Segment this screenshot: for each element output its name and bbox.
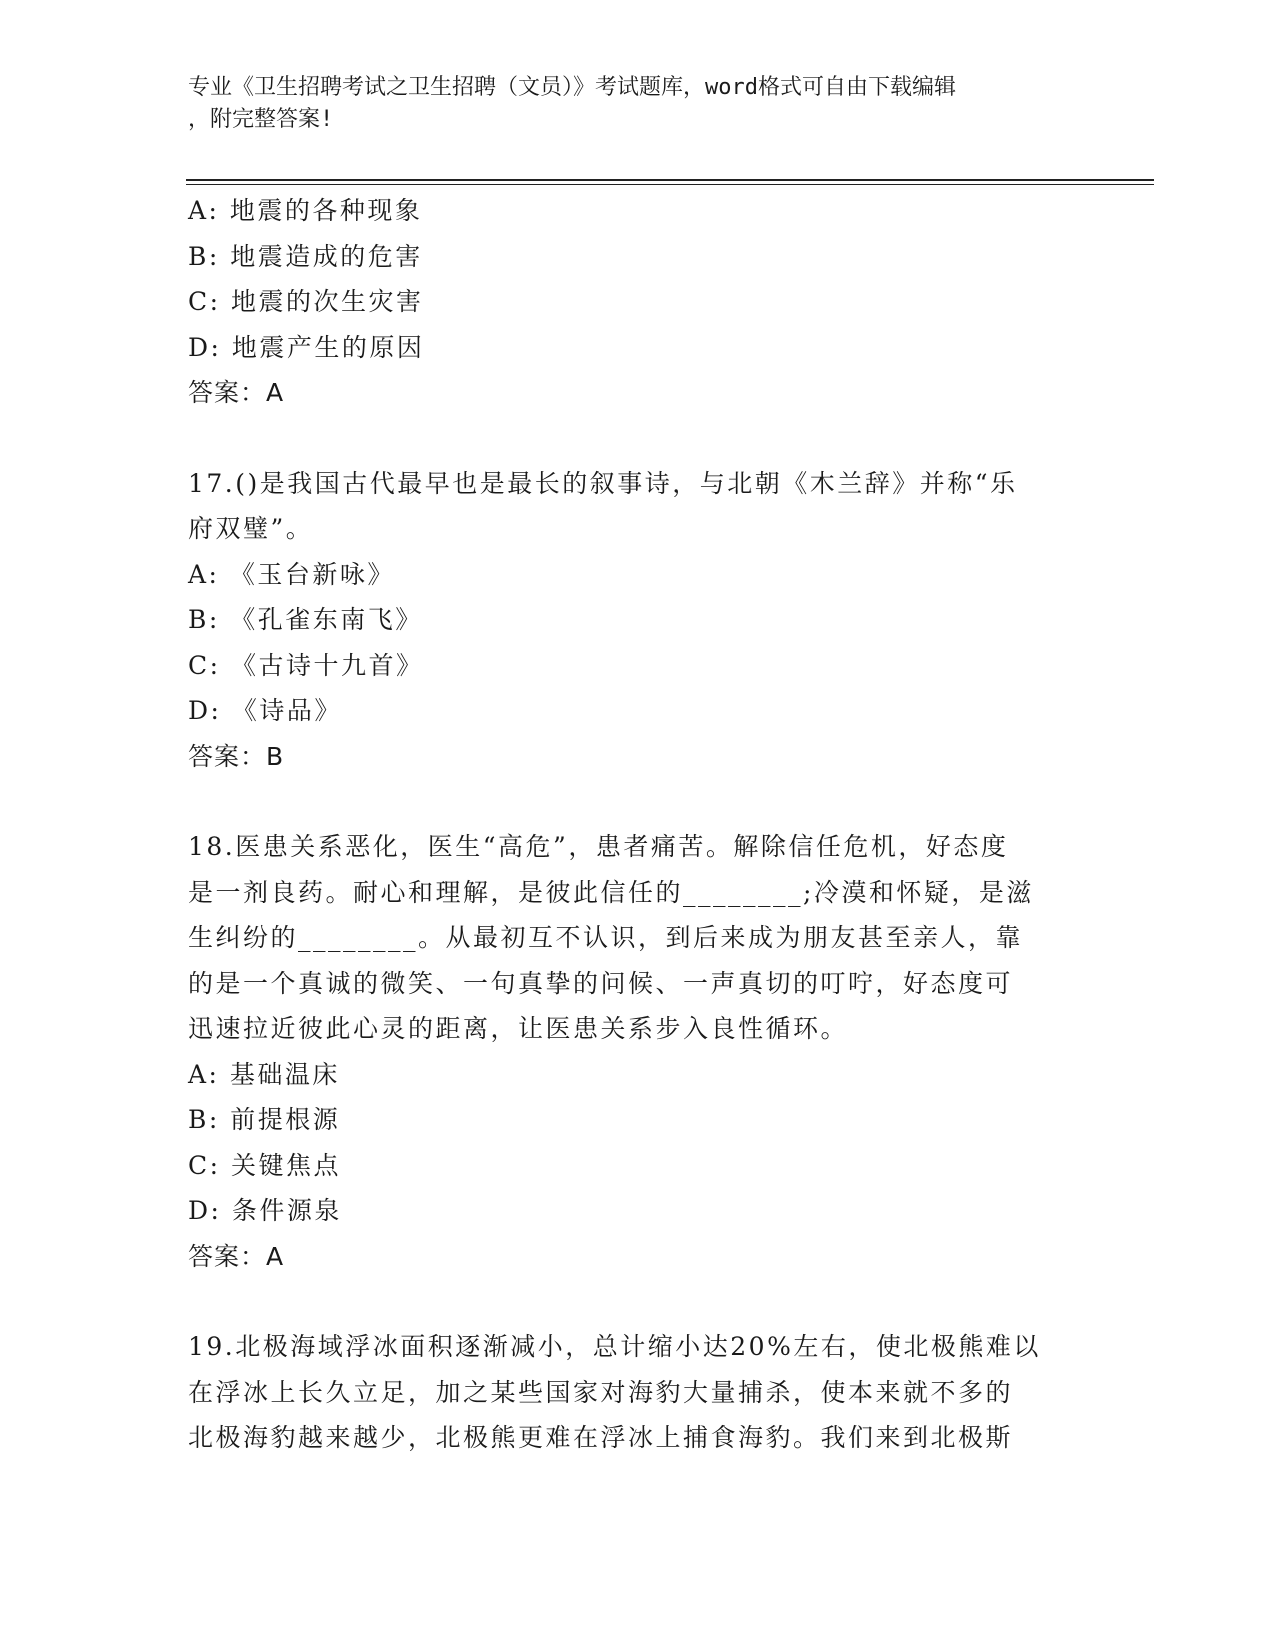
- question-17: [188, 461, 1068, 780]
- answer-line: 答案：A: [188, 1241, 285, 1271]
- question-text-line: 19.北极海域浮冰面积逐渐减小，总计缩小达20%左右，使北极熊难以: [188, 1332, 1041, 1361]
- header-line-2: ，附完整答案!: [188, 107, 334, 132]
- option-c: C: 《古诗十九首》: [188, 650, 424, 680]
- option-b: B: 前提根源: [188, 1105, 341, 1134]
- header-line-1: 专业《卫生招聘考试之卫生招聘（文员）》考试题库，word格式可自由下载编辑: [188, 75, 956, 100]
- question-text-line: 17.()是我国古代最早也是最长的叙事诗，与北朝《木兰辞》并称“乐: [188, 468, 1018, 498]
- option-b: B: 《孔雀东南飞》: [188, 605, 423, 634]
- question-text-line: 生纠纷的________。从最初互不认识，到后来成为朋友甚至亲人，靠: [188, 923, 1024, 952]
- question-text-line: 是一剂良药。耐心和理解，是彼此信任的________;冷漠和怀疑，是滋: [188, 877, 1034, 907]
- question-list: [188, 188, 1068, 1461]
- option-a: A: 《玉台新咏》: [188, 559, 395, 589]
- answer-line: 答案：B: [188, 741, 285, 771]
- question-text-line: 迅速拉近彼此心灵的距离，让医患关系步入良性循环。: [188, 1014, 849, 1043]
- document-header: [188, 72, 1088, 136]
- question-19: [188, 1324, 1068, 1461]
- question-text-line: 府双璧”。: [188, 514, 314, 543]
- option-c: C: 关键焦点: [188, 1150, 341, 1180]
- option-d: D: 《诗品》: [188, 696, 342, 725]
- question-16: [188, 188, 1068, 416]
- question-text-line: 北极海豹越来越少，北极熊更难在浮冰上捕食海豹。我们来到北极斯: [188, 1423, 1014, 1452]
- question-text-line: 的是一个真诚的微笑、一句真挚的问候、一声真切的叮咛，好态度可: [188, 968, 1014, 998]
- option-d: D: 地震产生的原因: [188, 332, 425, 362]
- question-text-line: 18.医患关系恶化，医生“高危”，患者痛苦。解除信任危机，好态度: [188, 832, 1009, 861]
- header-divider-thick: [186, 179, 1154, 181]
- answer-line: 答案：A: [188, 378, 285, 407]
- option-a: A: 地震的各种现象: [188, 196, 423, 225]
- option-b: B: 地震造成的危害: [188, 241, 423, 271]
- option-c: C: 地震的次生灾害: [188, 287, 424, 316]
- question-18: [188, 824, 1068, 1279]
- option-d: D: 条件源泉: [188, 1196, 342, 1225]
- question-text-line: 在浮冰上长久立足，加之某些国家对海豹大量捕杀，使本来就不多的: [188, 1377, 1014, 1407]
- option-a: A: 基础温床: [188, 1059, 340, 1089]
- header-divider-thin: [186, 184, 1154, 185]
